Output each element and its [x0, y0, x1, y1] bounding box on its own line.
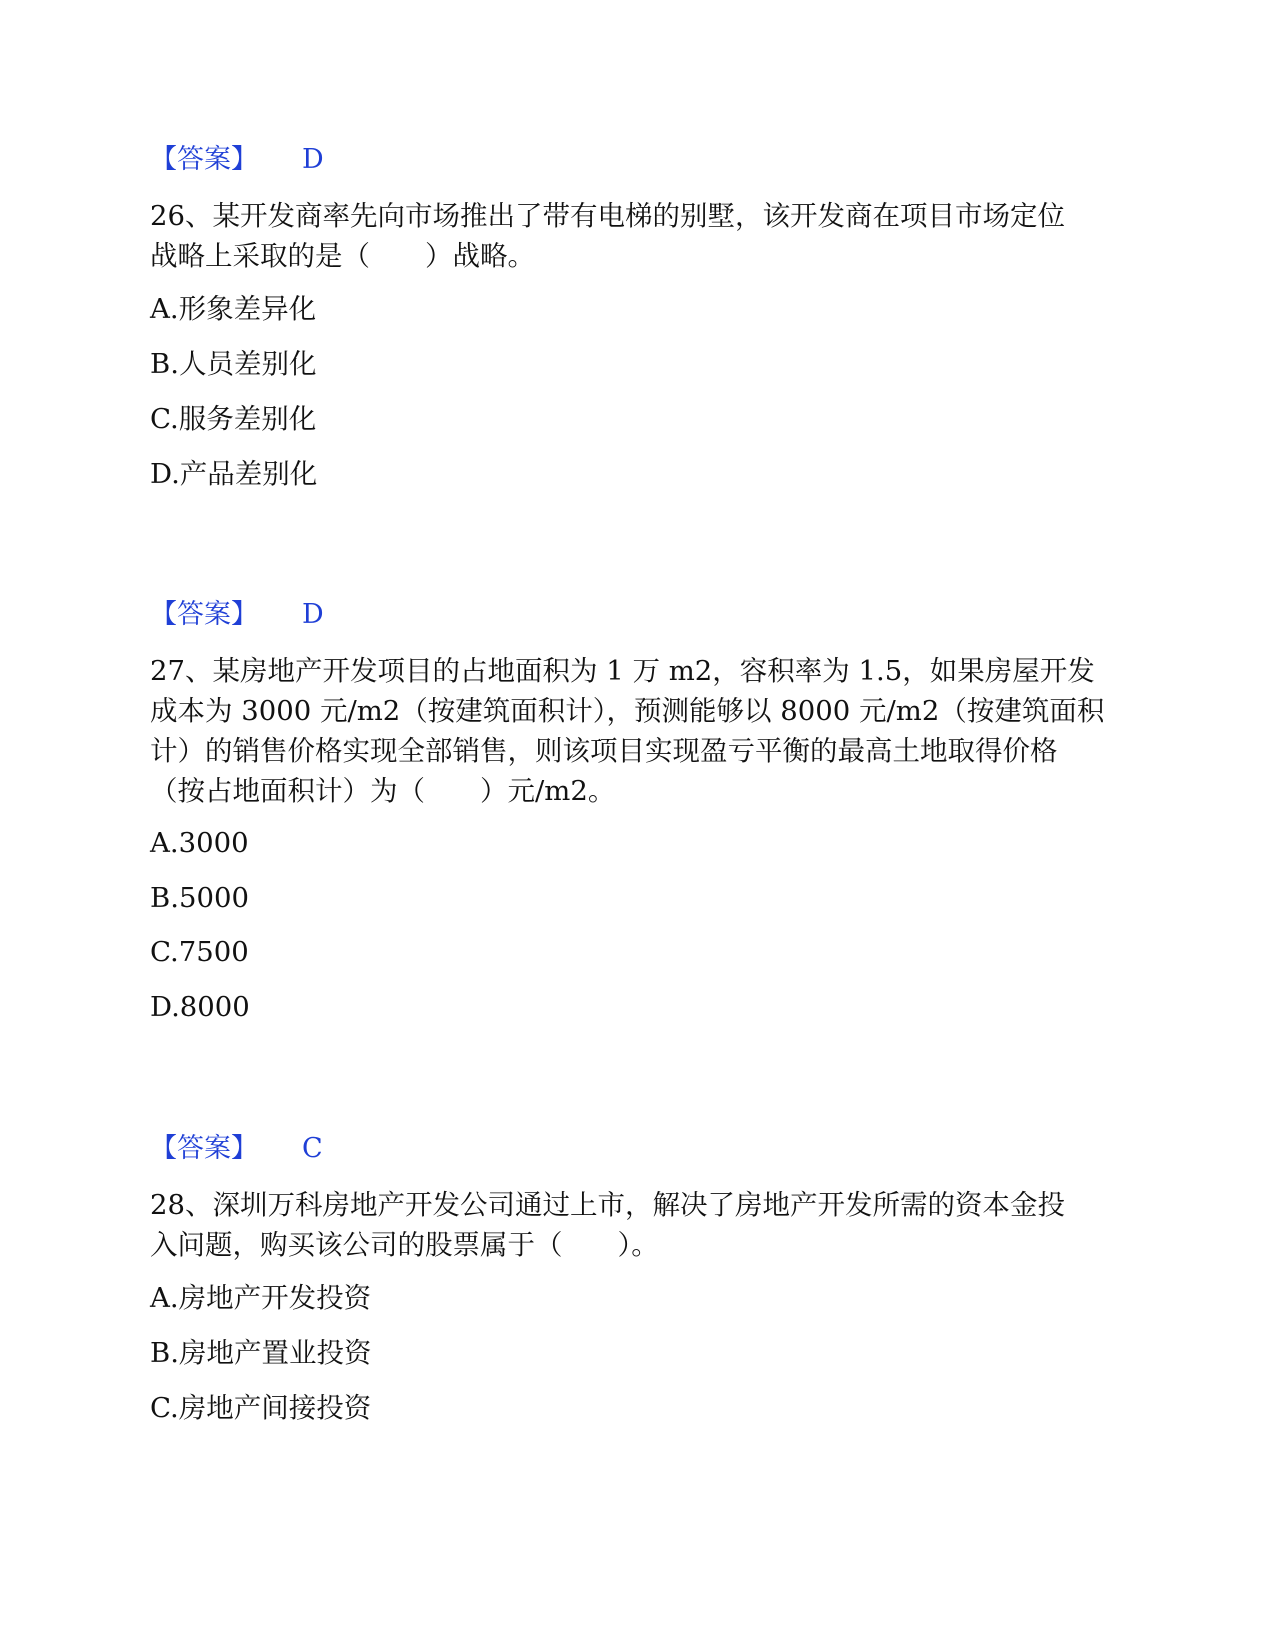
question-text-line: 战略上采取的是（ ）战略。: [150, 240, 535, 272]
question-text-line: 计）的销售价格实现全部销售，则该项目实现盈亏平衡的最高土地取得价格: [150, 735, 1058, 767]
answer-line-q25: [150, 142, 324, 178]
option-a: A.房地产开发投资: [150, 1282, 372, 1314]
question-text-line: 入问题，购买该公司的股票属于（ ）。: [150, 1229, 659, 1261]
option-d: D.8000: [150, 991, 250, 1023]
answer-label: 【答案】: [150, 1133, 258, 1164]
option-b: B.5000: [150, 882, 249, 914]
answer-value: D: [302, 599, 324, 630]
answer-line-q27: [150, 1131, 323, 1167]
question-27: [150, 651, 1130, 811]
option-d: D.产品差别化: [150, 458, 318, 490]
option-c: C.房地产间接投资: [150, 1392, 372, 1424]
answer-label: 【答案】: [150, 599, 258, 630]
answer-label: 【答案】: [150, 144, 258, 175]
question-text-line: 成本为 3000 元/m2（按建筑面积计），预测能够以 8000 元/m2（按建筑面积: [150, 695, 1105, 727]
option-b: B.人员差别化: [150, 348, 317, 380]
answer-line-q26: [150, 597, 324, 633]
question-text-line: 26、某开发商率先向市场推出了带有电梯的别墅，该开发商在项目市场定位: [150, 200, 1065, 232]
question-text-line: 27、某房地产开发项目的占地面积为 1 万 m2，容积率为 1.5，如果房屋开发: [150, 655, 1095, 687]
option-a: A.形象差异化: [150, 293, 317, 325]
option-c: C.7500: [150, 936, 249, 968]
answer-value: D: [302, 144, 324, 175]
option-b: B.房地产置业投资: [150, 1337, 372, 1369]
question-text-line: 28、深圳万科房地产开发公司通过上市，解决了房地产开发所需的资本金投: [150, 1189, 1065, 1221]
question-text-line: （按占地面积计）为（ ）元/m2。: [150, 775, 616, 807]
answer-value: C: [302, 1133, 323, 1164]
question-26: [150, 196, 1130, 276]
question-28: [150, 1185, 1130, 1265]
option-a: A.3000: [150, 827, 249, 859]
option-c: C.服务差别化: [150, 403, 317, 435]
